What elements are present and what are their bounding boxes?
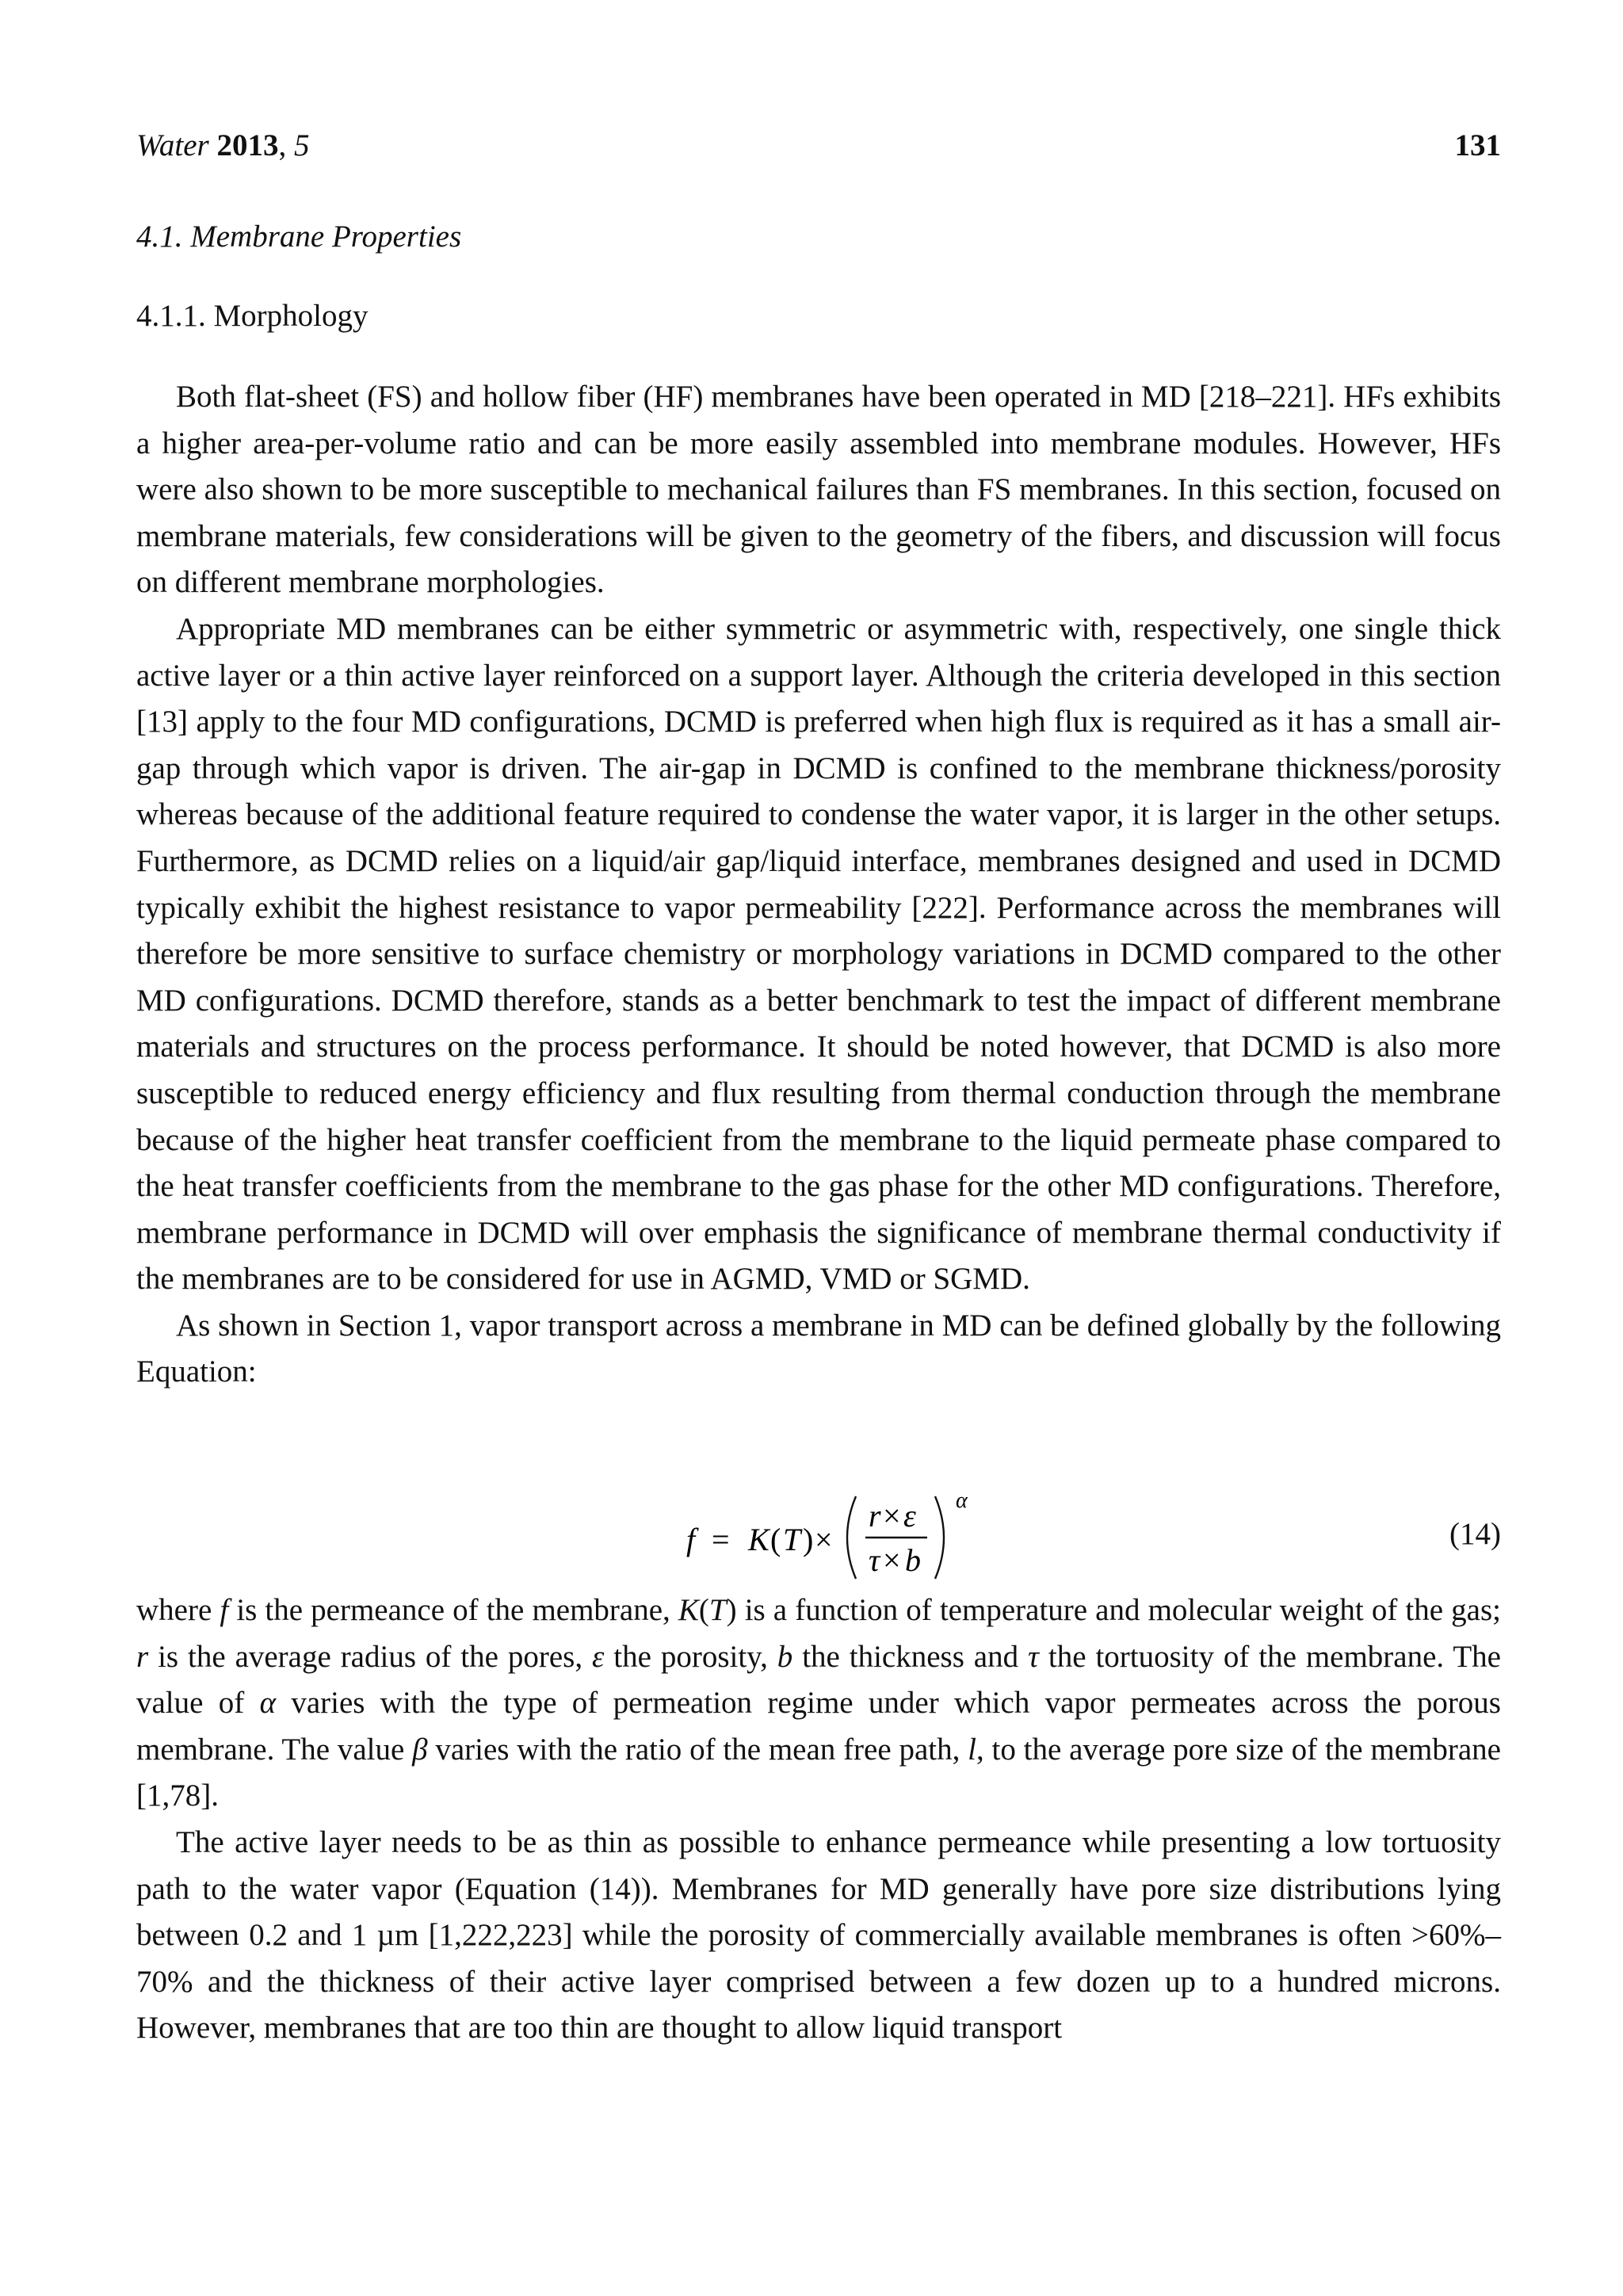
svg-text:(: ( [770,1522,781,1557]
text-block-before-equation [136,374,1501,1396]
paragraph-equation-lead: As shown in Section 1, vapor transport across a membrane in MD can be defined globally by the following Equation: [136,1308,1501,1389]
paragraph-where-variables: where f is the permeance of the membrane, K(T) is a function of temperature and molecular weight of the gas; r is the average radius of the pores, ε the porosity, b the thickness and τ the tortuosity of the membrane. The value of α varies with the type of permeation regime under which vapor permeates across the porous membrane. The value β varies with the ratio of the mean free path, l, to the average pore size of the membrane [1,78]. [136,1593,1501,1813]
eq-lhs: f [686,1522,696,1557]
journal-year: 2013 [216,128,279,162]
page-number: 131 [1454,128,1501,162]
eq-left-paren [847,1496,856,1579]
eq-num-r: r [869,1498,881,1534]
eq-arg-t: T [783,1522,801,1557]
equation-14 [136,1490,1501,1585]
journal-volume: 5 [293,128,310,162]
eq-right-paren [935,1496,944,1579]
eq-den-b: b [905,1542,921,1578]
paragraph-active-layer: The active layer needs to be as thin as possible to enhance permeance while presenting a low tortuosity path to the water vapor (Equation (14)). Membranes for MD generally have pore size distributions lying between 0.2 and 1 µm [1,222,223] while the porosity of commercially available membranes is often >60%–70% and the thickness of their active layer comprised between a few dozen up to a hundred microns. However, membranes that are too thin are thought to allow liquid transport [136,1824,1501,2046]
journal-name: Water [136,128,209,162]
volume-separator: , [278,128,294,162]
eq-times: × [815,1522,833,1557]
svg-text:): ) [803,1522,814,1557]
equation-formula [680,1490,1108,1585]
eq-equals: = [712,1522,730,1557]
eq-den-times: × [883,1542,901,1578]
eq-func-k: K [748,1522,769,1557]
running-header [136,127,1501,165]
section-heading: 4.1. Membrane Properties [136,220,462,254]
equation-number: (14) [1449,1517,1501,1551]
subsection-heading: 4.1.1. Morphology [136,299,369,333]
paper-page [136,0,1501,2296]
paragraph-morphology-intro: Both flat-sheet (FS) and hollow fiber (HF) membranes have been operated in MD [218–221]. HFs exhibits a higher area-per-volume ratio and can be more easily assembled into membrane modules. However, HFs were also shown to be more susceptible to mechanical failures than FS membranes. In this section, focused on membrane materials, few considerations will be given to the geometry of the fibers, and discussion will focus on different membrane morphologies. [136,380,1501,600]
paragraph-dcmd-benchmark: Appropriate MD membranes can be either symmetric or asymmetric with, respectively, one single thick active layer or a thin active layer reinforced on a support layer. Although the criteria developed in this section [13] apply to the four MD configurations, DCMD is preferred when high flux is required as it has a small air-gap through which vapor is driven. The air-gap in DCMD is confined to the membrane thickness/porosity whereas because of the additional feature required to condense the water vapor, it is larger in the other setups. Furthermore, as DCMD relies on a liquid/air gap/liquid interface, membranes designed and used in DCMD typically exhibit the highest resistance to vapor permeability [222]. Performance across the membranes will therefore be more sensitive to surface chemistry or morphology variations in DCMD compared to the other MD configurations. DCMD therefore, stands as a better benchmark to test the impact of different membrane materials and structures on the process performance. It should be noted however, that DCMD is also more susceptible to reduced energy efficiency and flux resulting from thermal conduction through the membrane because of the higher heat transfer coefficient from the membrane to the liquid permeate phase compared to the heat transfer coefficients from the membrane to the gas phase for the other MD configurations. Therefore, membrane performance in DCMD will over emphasis the significance of membrane thermal conductivity if the membranes are to be considered for use in AGMD, VMD or SGMD. [136,611,1501,1297]
eq-den-tau: τ [869,1542,880,1578]
eq-exponent: α [956,1490,968,1513]
eq-num-eps: ε [903,1498,916,1534]
text-block-after-equation [136,1587,1501,2052]
eq-num-times: × [883,1498,901,1534]
